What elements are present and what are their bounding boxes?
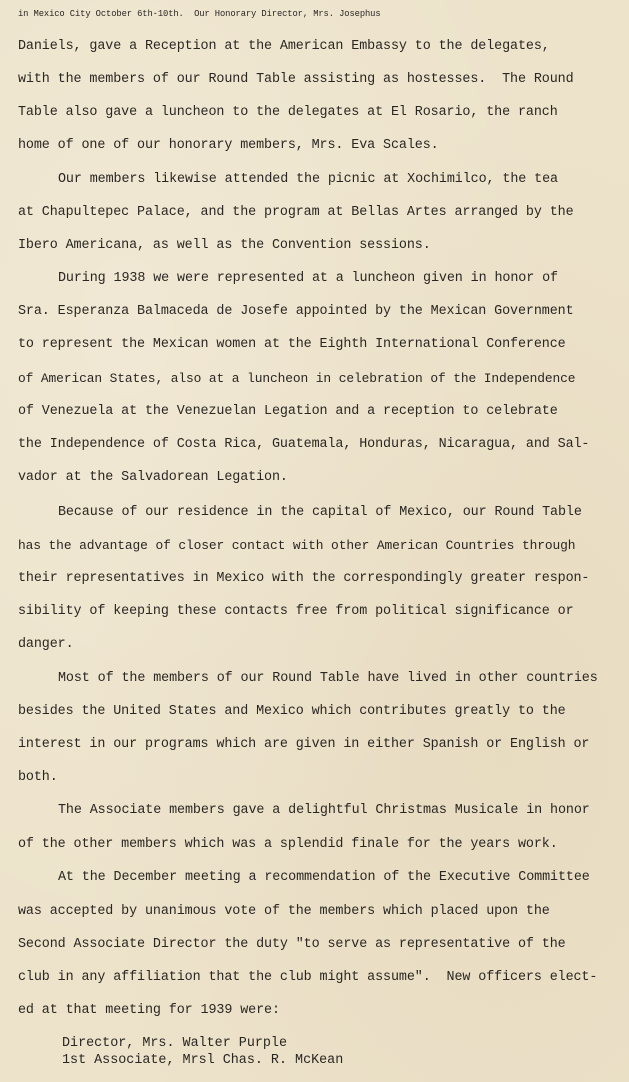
text-line: their representatives in Mexico with the correspondingly greater respon- — [18, 571, 590, 586]
text-line: both. — [18, 770, 58, 785]
text-line: The Associate members gave a delightful Christmas Musicale in honor — [58, 803, 590, 818]
text-line: to represent the Mexican women at the Eighth International Conference — [18, 337, 566, 352]
text-line: club in any affiliation that the club might assume". New officers elect- — [18, 970, 598, 985]
text-line: ed at that meeting for 1939 were: — [18, 1003, 280, 1018]
text-line: of the other members which was a splendid finale for the years work. — [18, 837, 558, 852]
text-line: Because of our residence in the capital of Mexico, our Round Table — [58, 505, 582, 520]
officer-line: 1st Associate, Mrsl Chas. R. McKean — [62, 1053, 344, 1068]
text-line: of American States, also at a luncheon in celebration of the Independence — [18, 371, 576, 386]
text-line: has the advantage of closer contact with other American Countries through — [18, 538, 576, 553]
text-line: besides the United States and Mexico which contributes greatly to the — [18, 704, 566, 719]
text-line: in Mexico City October 6th-10th. Our Honorary Director, Mrs. Josephus — [18, 9, 381, 19]
text-line: sibility of keeping these contacts free from political significance or — [18, 604, 574, 619]
text-line: interest in our programs which are given in either Spanish or English or — [18, 737, 590, 752]
text-line: Second Associate Director the duty "to serve as representative of the — [18, 937, 566, 952]
text-line: Most of the members of our Round Table have lived in other countries — [58, 671, 598, 686]
text-line: was accepted by unanimous vote of the members which placed upon the — [18, 904, 550, 919]
text-line: of Venezuela at the Venezuelan Legation and a reception to celebrate — [18, 404, 558, 419]
text-line: Daniels, gave a Reception at the American Embassy to the delegates, — [18, 39, 550, 54]
text-line: at Chapultepec Palace, and the program at Bellas Artes arranged by the — [18, 205, 574, 220]
text-line: Ibero Americana, as well as the Convention sessions. — [18, 238, 431, 253]
text-line: At the December meeting a recommendation of the Executive Committee — [58, 870, 590, 885]
text-line: Table also gave a luncheon to the delegates at El Rosario, the ranch — [18, 105, 558, 120]
text-line: During 1938 we were represented at a luncheon given in honor of — [58, 271, 558, 286]
text-line: with the members of our Round Table assisting as hostesses. The Round — [18, 72, 574, 87]
text-line: vador at the Salvadorean Legation. — [18, 470, 288, 485]
text-line: danger. — [18, 637, 74, 652]
text-line: Our members likewise attended the picnic at Xochimilco, the tea — [58, 172, 558, 187]
text-line: home of one of our honorary members, Mrs. Eva Scales. — [18, 138, 439, 153]
text-line: the Independence of Costa Rica, Guatemala, Honduras, Nicaragua, and Sal- — [18, 437, 590, 452]
text-line: Sra. Esperanza Balmaceda de Josefe appointed by the Mexican Government — [18, 304, 574, 319]
officer-line: Director, Mrs. Walter Purple — [62, 1036, 287, 1051]
